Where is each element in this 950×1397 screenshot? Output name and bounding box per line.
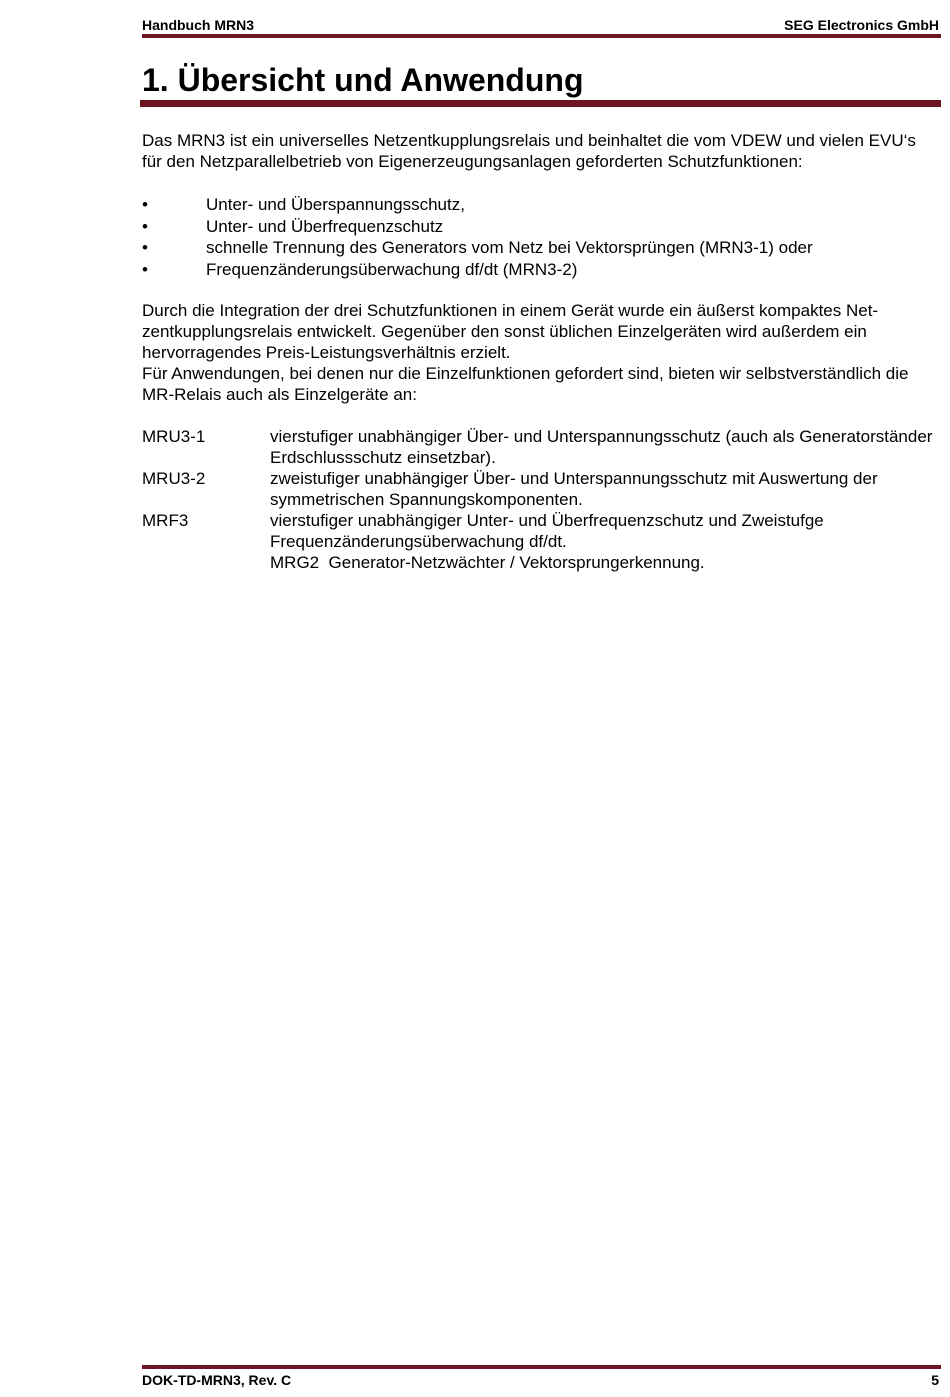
header-document-title: Handbuch MRN3 <box>142 17 254 33</box>
definition-row <box>142 510 934 552</box>
list-item: • schnelle Trennung des Generators vom Netz bei Vektorsprüngen (MRN3-1) oder <box>142 238 813 257</box>
bullet-icon: • <box>142 216 148 236</box>
page-number: 5 <box>931 1372 939 1388</box>
definition-description: zweistufiger unabhängiger Über- und Unterspannungsschutz mit Auswertung der symmetrischen Spannungskomponenten. <box>270 469 878 509</box>
integration-paragraph: Durch die Integration der drei Schutzfunktionen in einem Gerät wurde ein äußerst kompaktes Net-zentkupplungsrelais entwickelt. Gegenüber den sonst üblichen Einzelgeräten wird außerdem ein hervorragendes Preis-Leistungsverhältnis erzielt. <box>142 301 879 362</box>
definition-row <box>142 426 934 468</box>
protection-functions-list <box>142 194 934 280</box>
intro-paragraph: Das MRN3 ist ein universelles Netzentkupplungsrelais und beinhaltet die vom VDEW und vielen EVU‘s für den Netzparallelbetrieb von Eigenerzeugungsanlagen geforderten Schutzfunktionen: <box>142 131 916 171</box>
heading-rule <box>140 100 941 107</box>
definition-description: vierstufiger unabhängiger Unter- und Überfrequenzschutz und Zweistufge Frequenzänderungsüberwachung df/dt. <box>270 511 824 551</box>
footer-document-id: DOK-TD-MRN3, Rev. C <box>142 1372 292 1388</box>
header-company: SEG Electronics GmbH <box>784 17 939 33</box>
bullet-icon: • <box>142 238 148 257</box>
page-body <box>142 130 934 573</box>
definition-description: MRG2 Generator-Netzwächter / Vektorsprungerkennung. <box>270 553 705 572</box>
page-footer <box>142 1372 939 1392</box>
list-item: • Frequenzänderungsüberwachung df/dt (MRN3-2) <box>142 259 578 279</box>
page-header <box>142 15 939 35</box>
definition-term: MRU3-2 <box>142 469 206 488</box>
applications-paragraph: Für Anwendungen, bei denen nur die Einzelfunktionen gefordert sind, bieten wir selbstverständlich die MR-Relais auch als Einzelgeräte an: <box>142 364 909 404</box>
list-item: • Unter- und Überspannungsschutz, <box>142 195 465 214</box>
definition-term <box>142 552 270 573</box>
definition-description: vierstufiger unabhängiger Über- und Unterspannungsschutz (auch als Generatorständer Erdschlussschutz einsetzbar). <box>270 427 933 467</box>
definition-term: MRF3 <box>142 511 189 530</box>
relay-definitions <box>142 426 934 573</box>
definition-row <box>142 552 934 573</box>
definition-row <box>142 468 934 510</box>
section-heading: 1. Übersicht und Anwendung <box>142 62 584 98</box>
list-item: • Unter- und Überfrequenzschutz <box>142 216 444 236</box>
bullet-icon: • <box>142 195 148 214</box>
footer-rule <box>142 1365 941 1369</box>
definition-term: MRU3-1 <box>142 427 206 446</box>
header-rule <box>142 34 941 38</box>
bullet-icon: • <box>142 259 148 279</box>
